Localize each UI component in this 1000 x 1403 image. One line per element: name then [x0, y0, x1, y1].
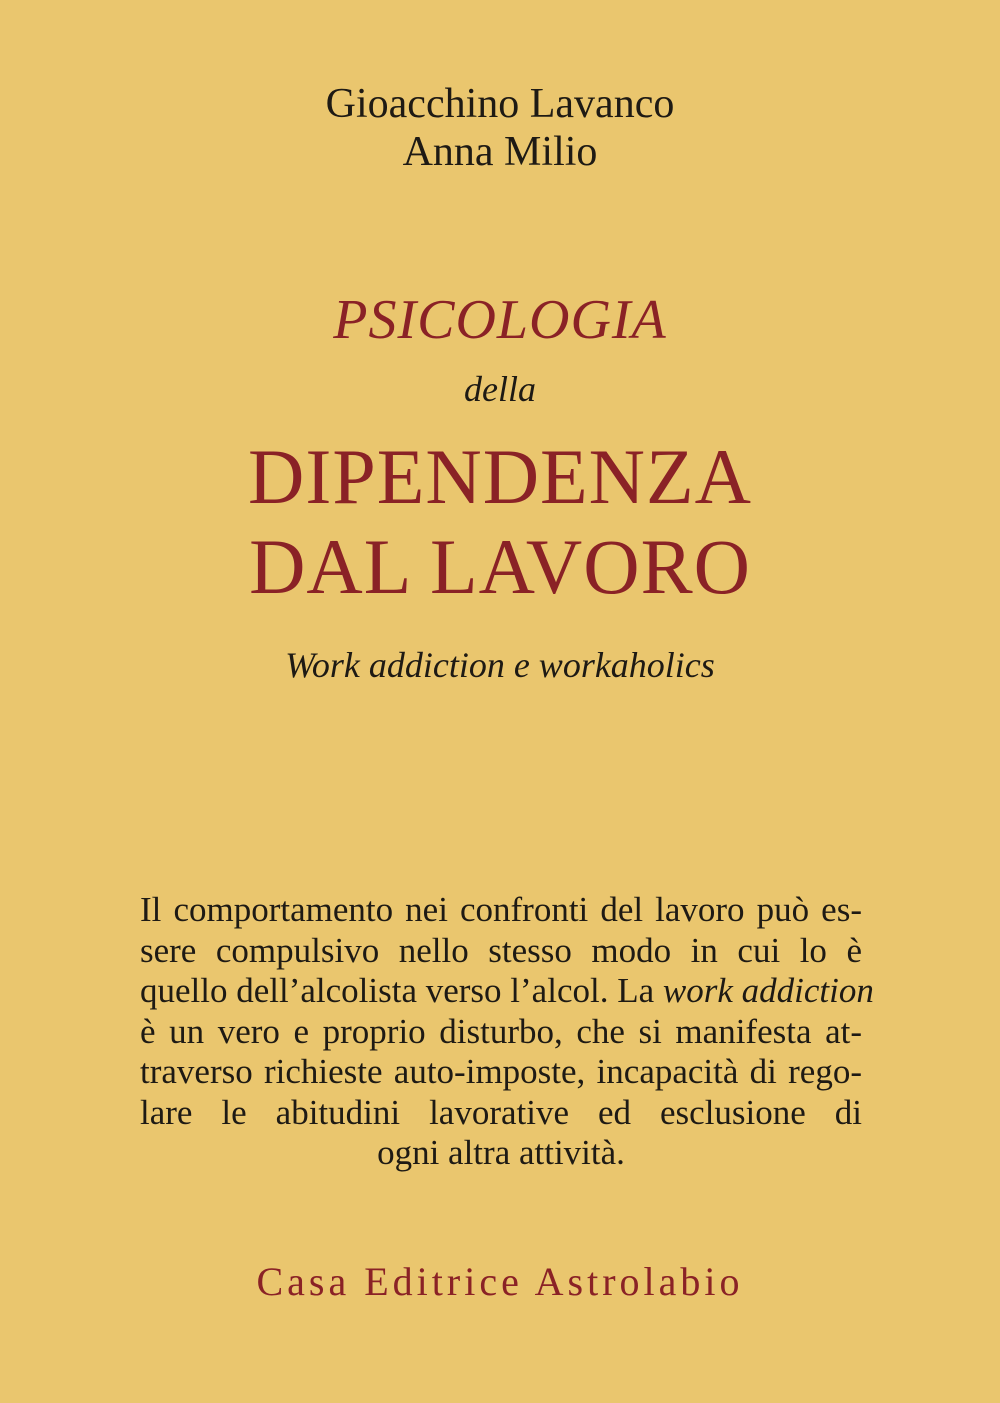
- blurb-line: traverso richieste auto-imposte, incapacità di rego-: [140, 1052, 862, 1091]
- title-psicologia: PSICOLOGIA: [333, 289, 667, 351]
- blurb-line: quello dell’alcolista verso l’alcol. La work addiction: [140, 971, 874, 1010]
- blurb-italic: work addiction: [662, 971, 874, 1010]
- blurb-line: è un vero e proprio disturbo, che si manifesta at-: [140, 1011, 862, 1051]
- subtitle: Work addiction e workaholics: [285, 645, 715, 685]
- blurb-line: ogni altra attività.: [377, 1133, 625, 1172]
- blurb-line: lare le abitudini lavorative ed esclusione di: [140, 1092, 862, 1132]
- author-1: Gioacchino Lavanco: [325, 81, 675, 127]
- author-2: Anna Milio: [402, 129, 598, 175]
- blurb-line: Il comportamento nei confronti del lavoro può es-: [140, 890, 862, 929]
- blurb-text: [140, 890, 874, 1174]
- title-dal-lavoro: DAL LAVORO: [249, 523, 751, 610]
- blurb-line: sere compulsivo nello stesso modo in cui lo è: [140, 930, 862, 970]
- publisher: Casa Editrice Astrolabio: [256, 1259, 744, 1304]
- title-della: della: [464, 369, 536, 409]
- title-dipendenza: DIPENDENZA: [248, 433, 752, 520]
